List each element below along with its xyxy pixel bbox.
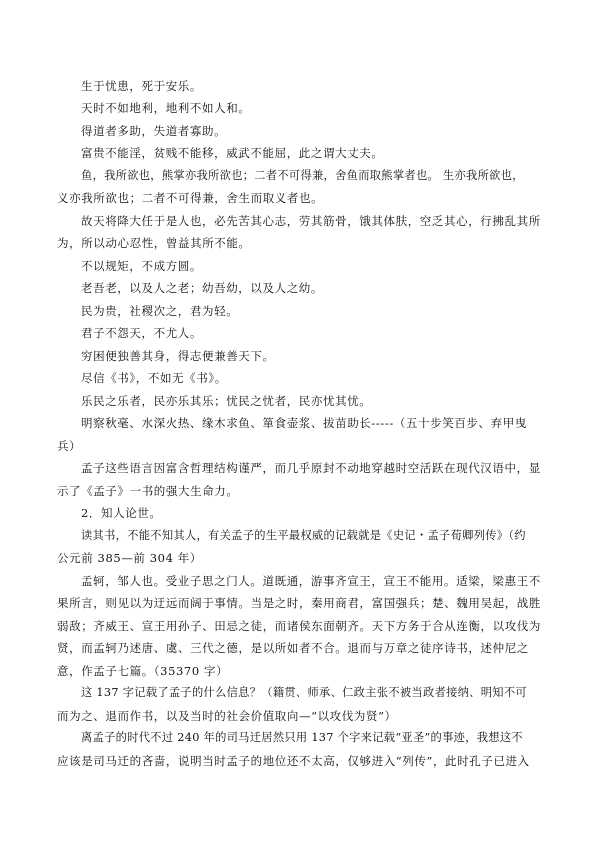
text-line: 老吾老，以及人之老；幼吾幼，以及人之幼。: [81, 281, 323, 295]
text-line: 乐民之乐者，民亦乐其乐；忧民之忧者，民亦忧其忧。: [81, 394, 372, 408]
text-line: 孟子这些语言因富含哲理结构谨严，而几乎原封不动地穿越时空活跃在现代汉语中，显: [81, 461, 541, 475]
text-line: 果所言，则见以为迂远而阔于事情。当是之时，秦用商君，富国强兵；楚、魏用吴起，战胜: [57, 596, 541, 610]
text-line: 得道者多助，失道者寡助。: [81, 124, 227, 138]
text-line: 离孟子的时代不过 240 年的司马迁居然只用 137 个字来记载“亚圣”的事迹，我想这不: [81, 731, 523, 744]
text-line: 生于忧患，死于安乐。: [81, 79, 202, 93]
text-line: 而为之、退而作书，以及当时的社会价值取向—“以攻伐为贤”）: [57, 709, 397, 723]
text-line: 故天将降大任于是人也，必先苦其心志，劳其筋骨，饿其体肤，空乏其心，行拂乱其所: [81, 214, 541, 228]
text-line: 孟轲，邹人也。受业子思之门人。道既通，游事齐宣王，宣王不能用。适梁，梁惠王不: [81, 574, 541, 588]
text-line: 穷困便独善其身，得志便兼善天下。: [81, 349, 275, 363]
text-line: 明察秋毫、水深火热、缘木求鱼、箪食壶浆、拔苗助长-----（五十步笑百步、弃甲曳: [81, 416, 527, 430]
text-line: 富贵不能淫，贫贱不能移，威武不能屈，此之谓大丈夫。: [81, 146, 384, 160]
section-heading: 2．知人论世。: [81, 506, 162, 520]
text-line: 不以规矩，不成方圆。: [81, 259, 202, 273]
text-line: 示了《孟子》一书的强大生命力。: [57, 484, 239, 498]
text-line: 鱼，我所欲也，熊掌亦我所欲也；二者不可得兼，舍鱼而取熊掌者也。 生亦我所欲也，: [81, 169, 524, 182]
text-line: 兵）: [57, 439, 82, 453]
text-line: 读其书，不能不知其人，有关孟子的生平最权威的记载就是《史记・孟子荀卿列传》（约: [81, 529, 526, 542]
text-line: 义亦我所欲也；二者不可得兼，舍生而取义者也。: [57, 191, 324, 205]
text-line: 公元前 385—前 304 年）: [57, 551, 202, 565]
text-line: 民为贵，社稷次之，君为轻。: [81, 304, 239, 318]
text-line: 意，作孟子七篇。（35370 字）: [57, 664, 229, 678]
text-line: 尽信《书》，不如无《书》。: [81, 371, 227, 385]
text-line: 天时不如地利，地利不如人和。: [81, 101, 251, 115]
text-line: 这 137 字记载了孟子的什么信息？（籍贯、师承、仁政主张不被当政者接纳、明知不可: [81, 686, 527, 699]
text-line: 君子不怨天，不尤人。: [81, 326, 202, 340]
text-line: 为，所以动心忍性，曾益其所不能。: [57, 236, 251, 250]
text-line: 贤，而孟轲乃述唐、虞、三代之德，是以所如者不合。退而与万章之徒序诗书，述仲尼之: [57, 641, 529, 655]
text-line: 应该是司马迁的吝啬，说明当时孟子的地位还不太高，仅够进入“列传”，此时孔子已进入: [57, 754, 530, 768]
text-line: 弱敌；齐威王、宣王用孙子、田忌之徒，而诸侯东面朝齐。天下方务于合从连衡，以攻伐为: [57, 619, 541, 633]
